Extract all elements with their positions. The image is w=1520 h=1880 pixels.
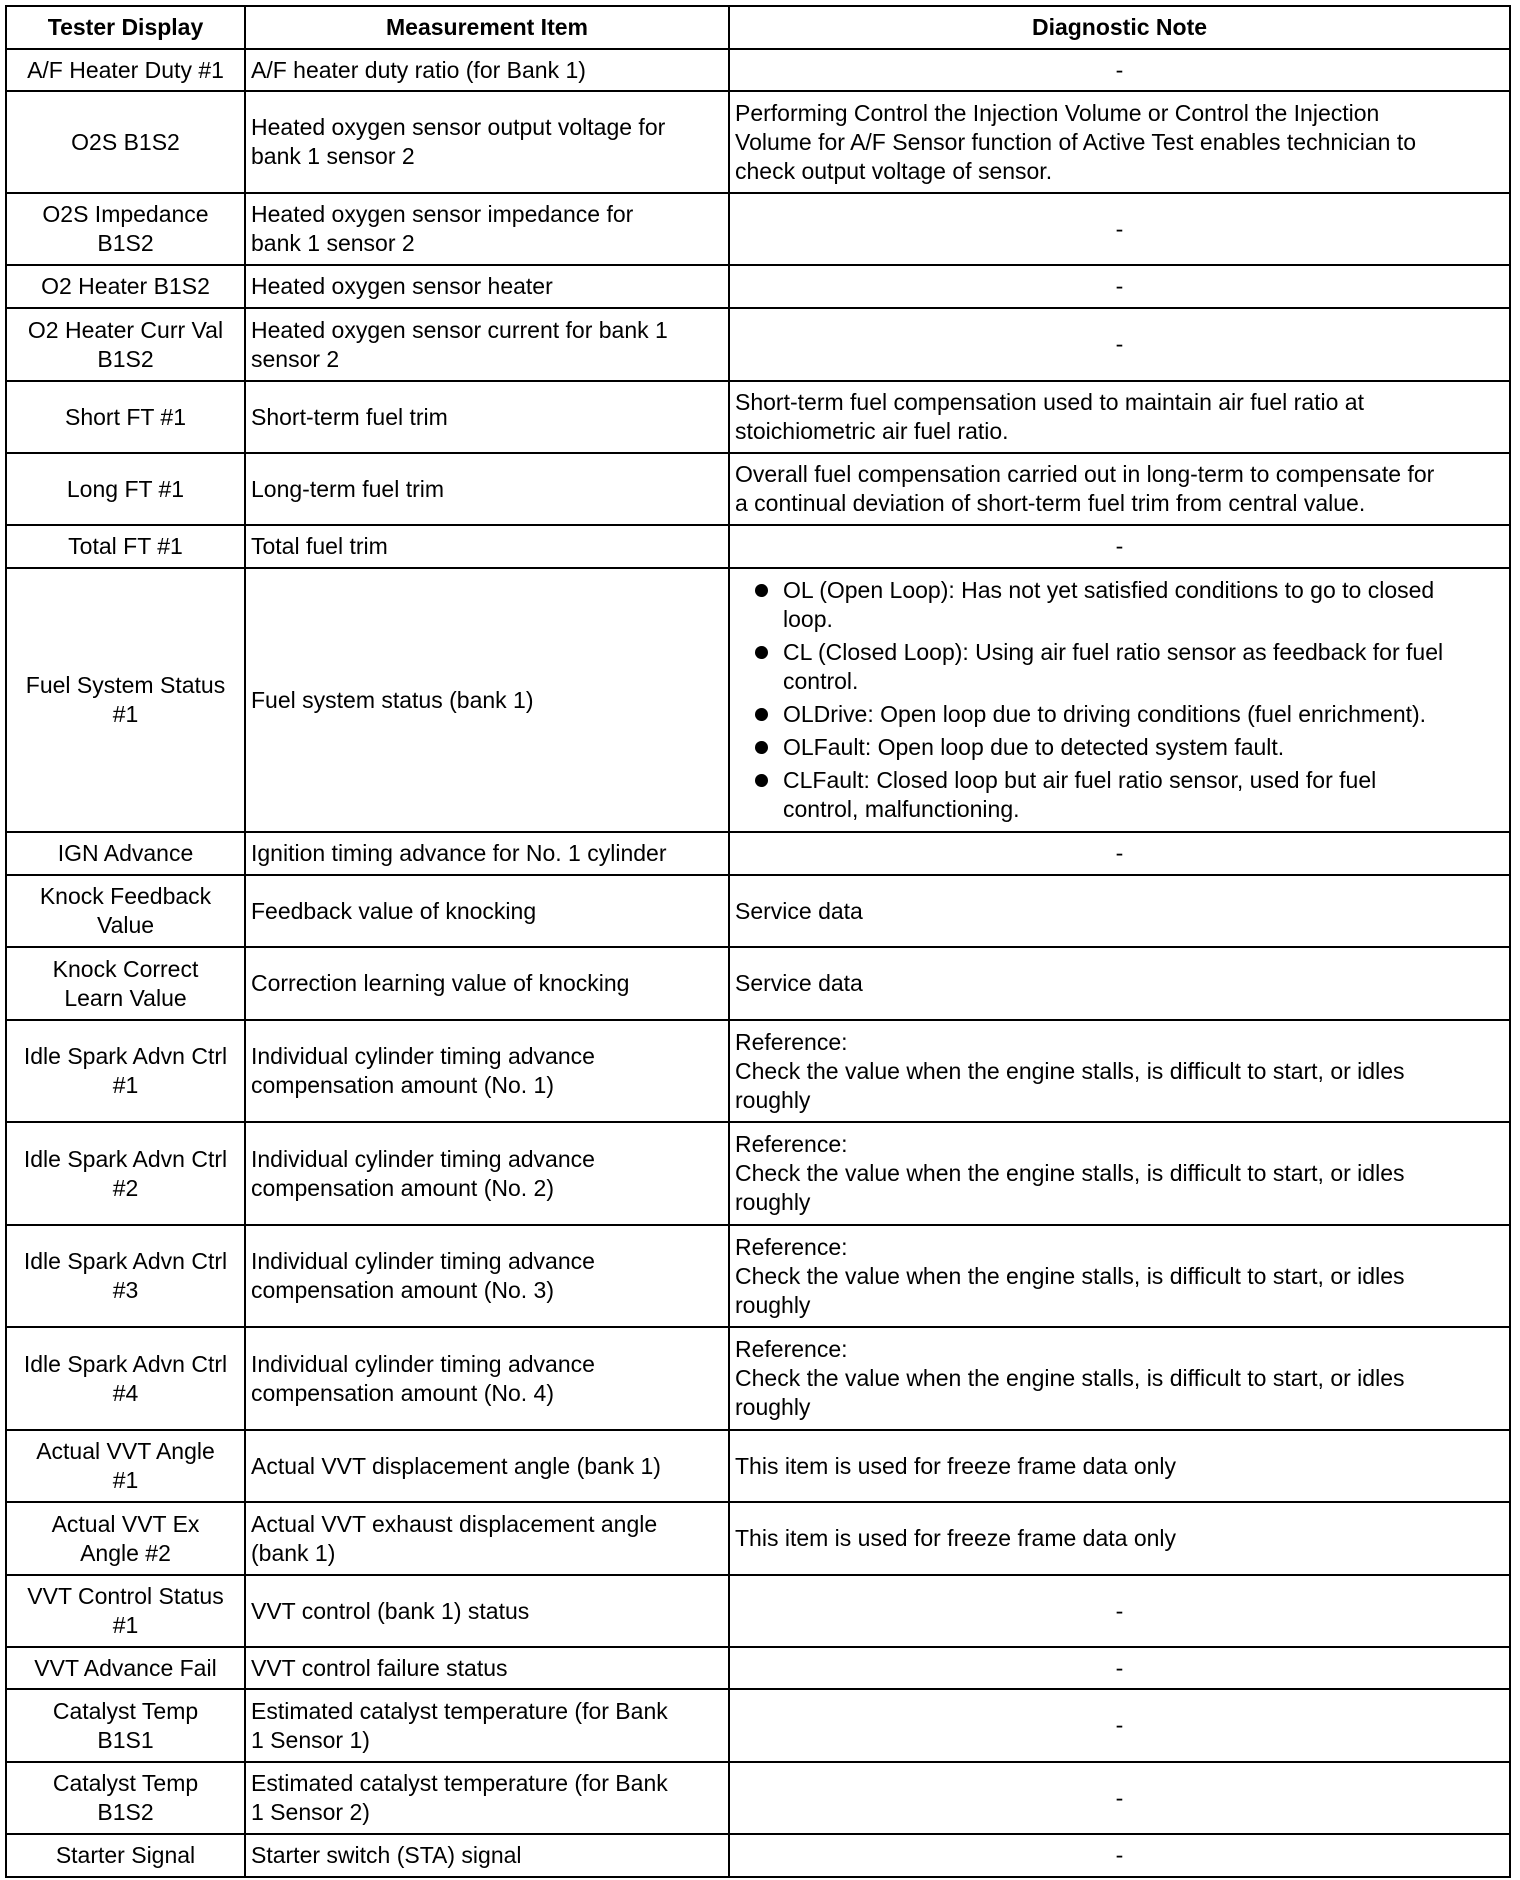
- measurement-item-text: Short-term fuel trim: [251, 403, 448, 430]
- diagnostic-note-text: roughly: [735, 1189, 811, 1215]
- measurement-item-text: (bank 1): [251, 1539, 336, 1566]
- measurement-item-cell: [245, 381, 729, 453]
- tester-display-text: B1S2: [97, 230, 154, 256]
- diagnostic-note-text: roughly: [735, 1291, 811, 1318]
- measurement-item-text: 1 Sensor 2): [251, 1799, 370, 1825]
- table-row: [6, 308, 1510, 381]
- tester-display-cell: [6, 193, 245, 265]
- measurement-item-text: Heated oxygen sensor impedance for: [251, 201, 634, 227]
- measurement-item-cell: [245, 525, 729, 568]
- bullet-text: CLFault: Closed loop but air fuel ratio sensor, used for fuel: [783, 767, 1377, 793]
- table-header: [6, 6, 1510, 49]
- diagnostic-note-cell: [729, 875, 1510, 947]
- diagnostic-note-text: Check the value when the engine stalls, is difficult to start, or idles: [735, 1262, 1405, 1289]
- diagnostic-note-cell: [729, 381, 1510, 453]
- measurement-item-cell: [245, 1575, 729, 1647]
- measurement-item-text: compensation amount (No. 1): [251, 1072, 554, 1098]
- table-row: [6, 832, 1510, 875]
- header-row: [6, 6, 1510, 49]
- table-row: [6, 381, 1510, 453]
- table-row: [6, 1122, 1510, 1225]
- diagnostic-note-text: Check the value when the engine stalls, is difficult to start, or idles: [735, 1365, 1405, 1391]
- tester-display-cell: [6, 1502, 245, 1575]
- tester-display-cell: [6, 832, 245, 875]
- tester-display-text: #2: [112, 1174, 139, 1201]
- table-row: [6, 1225, 1510, 1327]
- bullet-dot-icon: [755, 646, 768, 659]
- tester-display-text: Actual VVT Angle: [36, 1438, 215, 1464]
- measurement-item-text: Long-term fuel trim: [251, 475, 445, 502]
- measurement-item-text: Estimated catalyst temperature (for Bank: [251, 1770, 668, 1796]
- measurement-item-cell: [245, 193, 729, 265]
- table-row: [6, 1834, 1510, 1877]
- tester-display-text: Long FT #1: [66, 475, 185, 502]
- table-row: [6, 1575, 1510, 1647]
- tester-display-table: [5, 5, 1511, 1878]
- measurement-item-cell: [245, 1122, 729, 1225]
- bullet-text: OL (Open Loop): Has not yet satisfied conditions to go to closed: [783, 577, 1435, 603]
- tester-display-cell: [6, 265, 245, 308]
- measurement-item-text: VVT control failure status: [251, 1654, 508, 1681]
- diagnostic-note-cell: [729, 49, 1510, 91]
- tester-display-cell: [6, 453, 245, 525]
- table-row: [6, 265, 1510, 308]
- table-row: [6, 453, 1510, 525]
- measurement-item-text: Starter switch (STA) signal: [251, 1842, 522, 1868]
- tester-display-text: #4: [112, 1379, 139, 1406]
- header-diagnostic-note: Diagnostic Note: [729, 6, 1510, 49]
- table-row: [6, 193, 1510, 265]
- measurement-item-cell: [245, 1647, 729, 1689]
- header-measurement-item: Measurement Item: [245, 6, 729, 49]
- diagnostic-note-text: Check the value when the engine stalls, is difficult to start, or idles: [735, 1160, 1405, 1186]
- tester-display-text: O2 Heater B1S2: [41, 273, 210, 299]
- tester-display-text: Catalyst Temp: [52, 1770, 199, 1796]
- measurement-item-text: bank 1 sensor 2: [251, 143, 415, 169]
- bullet-dot-icon: [755, 774, 768, 787]
- tester-display-text: VVT Control Status: [27, 1583, 224, 1609]
- table-row: [6, 1430, 1510, 1502]
- tester-display-text: #1: [112, 701, 139, 727]
- diagnostic-note-text: Reference:: [735, 1233, 848, 1260]
- measurement-item-text: Individual cylinder timing advance: [251, 1145, 595, 1172]
- measurement-item-text: compensation amount (No. 3): [251, 1277, 554, 1303]
- diagnostic-note-cell: [729, 1122, 1510, 1225]
- table-row: [6, 1502, 1510, 1575]
- bullet-item: [735, 576, 1504, 634]
- diagnostic-note-dash: -: [1115, 1712, 1124, 1738]
- tester-display-cell: [6, 1225, 245, 1327]
- diagnostic-note-cell: [729, 1762, 1510, 1834]
- measurement-item-text: VVT control (bank 1) status: [251, 1597, 530, 1624]
- table-row: [6, 1762, 1510, 1834]
- measurement-item-cell: [245, 1225, 729, 1327]
- measurement-item-text: compensation amount (No. 4): [251, 1379, 554, 1406]
- tester-display-text: #1: [112, 1072, 139, 1098]
- measurement-item-text: Ignition timing advance for No. 1 cylinder: [251, 840, 667, 866]
- measurement-item-text: Heated oxygen sensor current for bank 1: [251, 316, 668, 343]
- diagnostic-note-text: Reference:: [735, 1028, 848, 1055]
- bullet-item: [735, 638, 1504, 696]
- bullet-text: control.: [783, 668, 859, 694]
- measurement-item-cell: [245, 1762, 729, 1834]
- tester-display-cell: [6, 381, 245, 453]
- tester-display-text: #1: [112, 1612, 139, 1638]
- measurement-item-cell: [245, 1689, 729, 1762]
- tester-display-cell: [6, 1834, 245, 1877]
- bullet-text: OLFault: Open loop due to detected system fault.: [783, 734, 1285, 760]
- measurement-item-cell: [245, 265, 729, 308]
- diagnostic-note-text: check output voltage of sensor.: [735, 157, 1053, 184]
- measurement-item-cell: [245, 947, 729, 1020]
- diagnostic-note-cell: [729, 1225, 1510, 1327]
- table-row: [6, 1020, 1510, 1122]
- tester-display-text: A/F Heater Duty #1: [27, 56, 224, 83]
- measurement-item-text: 1 Sensor 1): [251, 1726, 370, 1753]
- diagnostic-note-cell: [729, 947, 1510, 1020]
- diagnostic-note-cell: [729, 525, 1510, 568]
- measurement-item-text: Feedback value of knocking: [251, 897, 537, 924]
- diagnostic-note-dash: -: [1115, 215, 1124, 242]
- diagnostic-note-cell: [729, 568, 1510, 832]
- diagnostic-note-dash: -: [1115, 331, 1124, 357]
- tester-display-text: Idle Spark Advn Ctrl: [23, 1145, 228, 1172]
- diagnostic-note-dash: -: [1115, 1842, 1124, 1868]
- tester-display-text: IGN Advance: [57, 840, 194, 866]
- tester-display-text: Learn Value: [64, 984, 187, 1011]
- tester-display-text: Idle Spark Advn Ctrl: [23, 1043, 228, 1069]
- diagnostic-note-cell: [729, 1020, 1510, 1122]
- measurement-item-text: Estimated catalyst temperature (for Bank: [251, 1697, 668, 1724]
- measurement-item-text: Heated oxygen sensor output voltage for: [251, 114, 666, 140]
- diagnostic-note-text: roughly: [735, 1086, 811, 1113]
- tester-display-cell: [6, 1762, 245, 1834]
- diagnostic-note-bullet-list: [735, 576, 1504, 824]
- table-row: [6, 91, 1510, 193]
- measurement-item-text: sensor 2: [251, 345, 340, 372]
- tester-display-cell: [6, 525, 245, 568]
- diagnostic-note-cell: [729, 1430, 1510, 1502]
- measurement-item-text: Individual cylinder timing advance: [251, 1350, 595, 1377]
- diagnostic-note-dash: -: [1115, 273, 1124, 299]
- bullet-dot-icon: [755, 584, 768, 597]
- tester-display-text: #3: [112, 1277, 139, 1303]
- diagnostic-note-text: Short-term fuel compensation used to maintain air fuel ratio at: [735, 389, 1364, 415]
- measurement-item-cell: [245, 875, 729, 947]
- table-row: [6, 1327, 1510, 1430]
- tester-display-cell: [6, 1430, 245, 1502]
- tester-display-cell: [6, 1689, 245, 1762]
- diagnostic-note-text: Overall fuel compensation carried out in long-term to compensate for: [735, 461, 1435, 487]
- tester-display-text: B1S2: [97, 345, 154, 372]
- measurement-item-cell: [245, 1502, 729, 1575]
- bullet-item: [735, 700, 1504, 729]
- table-row: [6, 525, 1510, 568]
- tester-display-cell: [6, 875, 245, 947]
- diagnostic-note-text: Service data: [735, 970, 863, 996]
- measurement-item-cell: [245, 1834, 729, 1877]
- tester-display-cell: [6, 49, 245, 91]
- bullet-text: control, malfunctioning.: [783, 796, 1020, 822]
- measurement-item-cell: [245, 1327, 729, 1430]
- diagnostic-note-cell: [729, 91, 1510, 193]
- diagnostic-note-cell: [729, 308, 1510, 381]
- measurement-item-text: Total fuel trim: [251, 533, 388, 559]
- diagnostic-note-cell: [729, 1502, 1510, 1575]
- tester-display-text: Knock Correct: [52, 955, 199, 982]
- diagnostic-note-text: Service data: [735, 897, 863, 924]
- measurement-item-text: Fuel system status (bank 1): [251, 686, 534, 713]
- tester-display-cell: [6, 1020, 245, 1122]
- diagnostic-note-text: This item is used for freeze frame data only: [735, 1525, 1177, 1551]
- diagnostic-note-text: a continual deviation of short-term fuel trim from central value.: [735, 490, 1366, 516]
- diagnostic-note-dash: -: [1115, 840, 1124, 866]
- diagnostic-note-cell: [729, 1834, 1510, 1877]
- diagnostic-note-dash: -: [1115, 1654, 1124, 1681]
- diagnostic-note-cell: [729, 832, 1510, 875]
- diagnostic-note-cell: [729, 1575, 1510, 1647]
- measurement-item-text: Individual cylinder timing advance: [251, 1248, 595, 1274]
- tester-display-text: O2S B1S2: [71, 128, 180, 155]
- tester-display-cell: [6, 91, 245, 193]
- diagnostic-note-dash: -: [1115, 1784, 1124, 1811]
- measurement-item-text: Individual cylinder timing advance: [251, 1043, 595, 1069]
- tester-display-text: Idle Spark Advn Ctrl: [23, 1248, 228, 1274]
- bullet-dot-icon: [755, 741, 768, 754]
- bullet-dot-icon: [755, 708, 768, 721]
- tester-display-text: Knock Feedback: [39, 883, 212, 909]
- measurement-item-cell: [245, 568, 729, 832]
- tester-display-text: Total FT #1: [68, 533, 183, 559]
- diagnostic-note-text: This item is used for freeze frame data only: [735, 1452, 1177, 1479]
- bullet-text: CL (Closed Loop): Using air fuel ratio sensor as feedback for fuel: [783, 639, 1444, 665]
- tester-display-text: Short FT #1: [64, 403, 187, 430]
- tester-display-text: VVT Advance Fail: [34, 1654, 217, 1681]
- tester-display-text: Actual VVT Ex: [51, 1510, 200, 1537]
- measurement-item-cell: [245, 832, 729, 875]
- measurement-item-cell: [245, 49, 729, 91]
- table-row: [6, 1689, 1510, 1762]
- measurement-item-text: Heated oxygen sensor heater: [251, 273, 553, 299]
- tester-display-text: B1S2: [97, 1799, 154, 1825]
- tester-display-cell: [6, 308, 245, 381]
- measurement-item-text: Actual VVT exhaust displacement angle: [251, 1510, 658, 1537]
- bullet-item: [735, 766, 1504, 824]
- table-row: [6, 1647, 1510, 1689]
- tester-display-text: Idle Spark Advn Ctrl: [23, 1350, 228, 1377]
- diagnostic-note-cell: [729, 193, 1510, 265]
- diagnostic-note-text: Check the value when the engine stalls, is difficult to start, or idles: [735, 1057, 1405, 1084]
- diagnostic-note-text: roughly: [735, 1394, 811, 1420]
- tester-display-cell: [6, 568, 245, 832]
- diagnostic-note-dash: -: [1115, 1597, 1124, 1624]
- diagnostic-note-cell: [729, 1689, 1510, 1762]
- table-row: [6, 568, 1510, 832]
- measurement-item-text: bank 1 sensor 2: [251, 230, 415, 256]
- diagnostic-note-cell: [729, 453, 1510, 525]
- measurement-item-cell: [245, 453, 729, 525]
- diagnostic-note-cell: [729, 1327, 1510, 1430]
- measurement-item-cell: [245, 308, 729, 381]
- measurement-item-cell: [245, 1020, 729, 1122]
- diagnostic-note-text: Volume for A/F Sensor function of Active Test enables technician to: [735, 128, 1417, 155]
- tester-display-text: O2S Impedance: [42, 201, 209, 227]
- measurement-item-text: Correction learning value of knocking: [251, 970, 630, 996]
- diagnostic-note-cell: [729, 265, 1510, 308]
- table-row: [6, 947, 1510, 1020]
- diagnostic-note-dash: -: [1115, 533, 1124, 559]
- tester-display-cell: [6, 1647, 245, 1689]
- diagnostic-note-text: Reference:: [735, 1131, 848, 1157]
- diagnostic-note-cell: [729, 1647, 1510, 1689]
- diagnostic-note-text: Performing Control the Injection Volume or Control the Injection: [735, 99, 1380, 126]
- table-row: [6, 49, 1510, 91]
- diagnostic-note-dash: -: [1115, 56, 1124, 83]
- tester-display-text: Fuel System Status: [25, 672, 226, 698]
- tester-display-cell: [6, 1575, 245, 1647]
- tester-display-text: B1S1: [97, 1726, 154, 1753]
- measurement-item-text: Actual VVT displacement angle (bank 1): [251, 1452, 661, 1479]
- tester-display-cell: [6, 1327, 245, 1430]
- table-body: [6, 49, 1510, 1877]
- measurement-item-text: compensation amount (No. 2): [251, 1174, 554, 1201]
- tester-display-text: O2 Heater Curr Val: [27, 316, 224, 343]
- measurement-item-text: A/F heater duty ratio (for Bank 1): [251, 56, 586, 83]
- header-tester-display: Tester Display: [6, 6, 245, 49]
- tester-display-text: Angle #2: [80, 1539, 171, 1566]
- tester-display-text: Starter Signal: [55, 1842, 196, 1868]
- bullet-item: [735, 733, 1504, 762]
- tester-display-cell: [6, 947, 245, 1020]
- bullet-text: loop.: [783, 606, 833, 632]
- diagnostic-note-text: stoichiometric air fuel ratio.: [735, 418, 1009, 444]
- tester-display-text: Catalyst Temp: [52, 1697, 199, 1724]
- diagnostic-note-text: Reference:: [735, 1336, 848, 1362]
- tester-display-cell: [6, 1122, 245, 1225]
- measurement-item-cell: [245, 1430, 729, 1502]
- tester-display-text: Value: [96, 912, 155, 938]
- measurement-item-cell: [245, 91, 729, 193]
- tester-display-text: #1: [112, 1467, 139, 1493]
- bullet-text: OLDrive: Open loop due to driving conditions (fuel enrichment).: [783, 701, 1427, 727]
- table-row: [6, 875, 1510, 947]
